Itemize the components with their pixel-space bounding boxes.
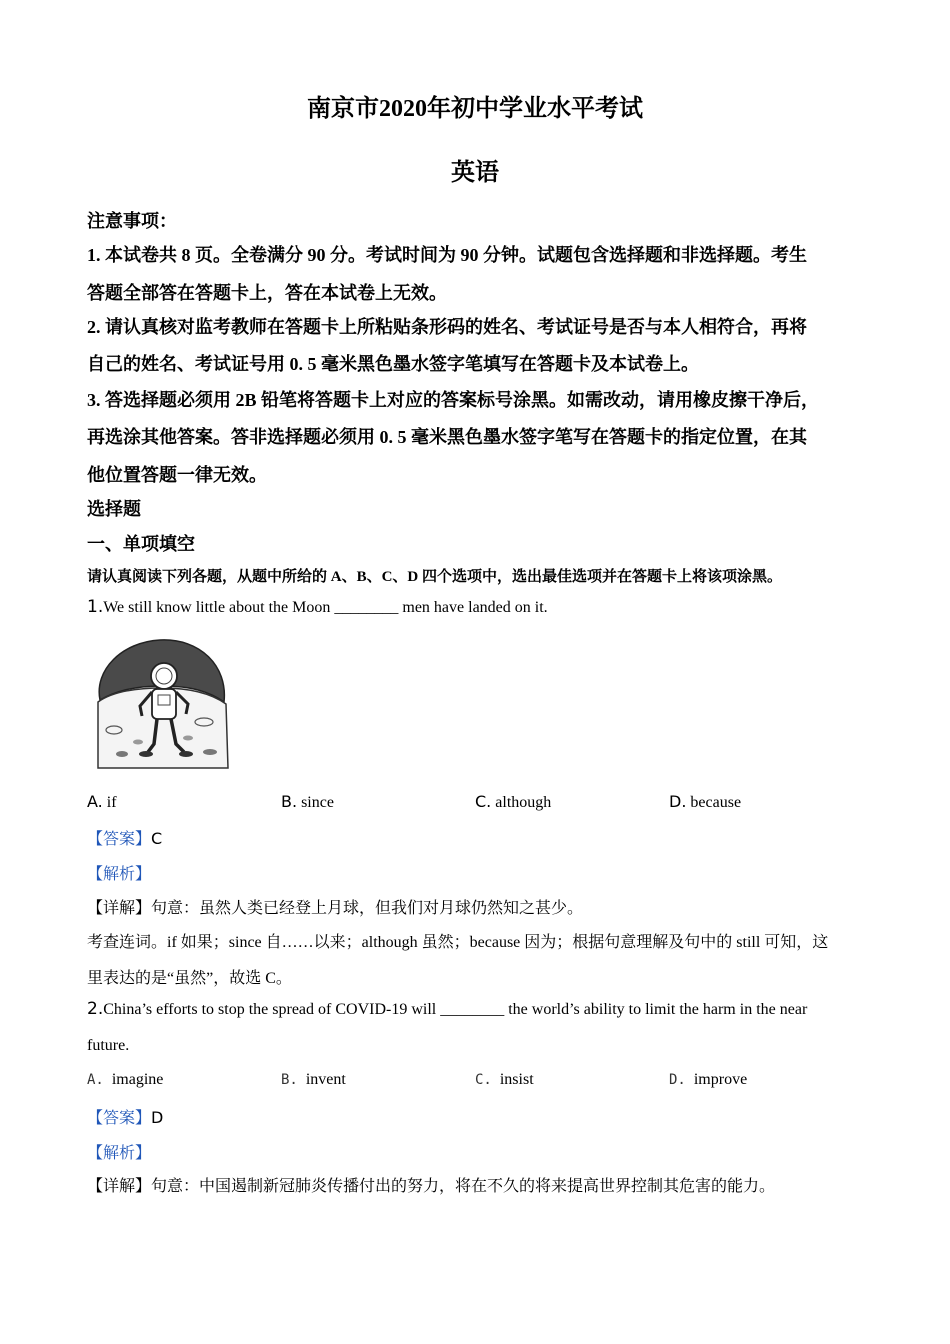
answer-row xyxy=(87,826,162,849)
option-b[interactable]: B. invent xyxy=(281,1071,346,1088)
question-text: China’s efforts to stop the spread of COVID-19 will ________ the world’s ability to limit the harm in the near xyxy=(103,1001,808,1018)
option-b[interactable]: B. since xyxy=(281,792,334,811)
explanation-line: 考查连词。if 如果；since 自……以来；although 虽然；because 因为；根据句意理解及句中的 still 可知，这 xyxy=(87,934,829,951)
option-d[interactable]: D. because xyxy=(669,792,742,811)
question-text-continued: future. xyxy=(87,1037,130,1054)
question-number: 1. xyxy=(87,597,104,617)
notice-line: 他位置答题一律无效。 xyxy=(87,465,267,485)
notice-line: 2. 请认真核对监考教师在答题卡上所粘贴条形码的姓名、考试证号是否与本人相符合，再将 xyxy=(87,317,807,337)
section-type: 选择题 xyxy=(87,499,141,519)
answer-label: 【答案】 xyxy=(87,1110,152,1127)
notice-line: 答题全部答在答题卡上，答在本试卷上无效。 xyxy=(87,283,447,303)
question-1 xyxy=(87,597,548,617)
option-c[interactable]: C. although xyxy=(475,792,552,811)
question-2 xyxy=(87,999,807,1019)
notice-line: 自己的姓名、考试证号用 0. 5 毫米黑色墨水签字笔填写在答题卡及本试卷上。 xyxy=(87,354,699,374)
detail-text: 【详解】句意：中国遏制新冠肺炎传播付出的努力，将在不久的将来提高世界控制其危害的能力。 xyxy=(87,1178,776,1195)
astronaut-illustration xyxy=(92,630,232,772)
question-text: We still know little about the Moon ________ men have landed on it. xyxy=(103,599,548,616)
section-instruction: 请认真阅读下列各题，从题中所给的 A、B、C、D 四个选项中，选出最佳选项并在答题卡上将该项涂黑。 xyxy=(87,569,783,585)
option-d[interactable]: D. improve xyxy=(669,1071,748,1088)
option-a[interactable]: A. imagine xyxy=(87,1071,164,1088)
option-a[interactable]: A. if xyxy=(87,792,117,811)
answer-row xyxy=(87,1105,163,1128)
analysis-label: 【解析】 xyxy=(87,1145,152,1162)
explanation-line: 里表达的是“虽然”，故选 C。 xyxy=(87,970,292,987)
option-c[interactable]: C. insist xyxy=(475,1071,534,1088)
notice-line: 再选涂其他答案。答非选择题必须用 0. 5 毫米黑色墨水签字笔写在答题卡的指定位置，在其 xyxy=(87,427,807,447)
exam-title: 南京市2020年初中学业水平考试 xyxy=(307,96,643,122)
notice-line: 1. 本试卷共 8 页。全卷满分 90 分。考试时间为 90 分钟。试题包含选择题和非选择题。考生 xyxy=(87,245,807,265)
question-number: 2. xyxy=(87,999,104,1019)
notice-line: 3. 答选择题必须用 2B 铅笔将答题卡上对应的答案标号涂黑。如需改动，请用橡皮擦干净后， xyxy=(87,390,820,410)
analysis-label: 【解析】 xyxy=(87,866,152,883)
answer-label: 【答案】 xyxy=(87,831,152,848)
answer-value: D xyxy=(151,1108,164,1127)
subject-title: 英语 xyxy=(451,160,499,186)
answer-value: C xyxy=(151,829,163,848)
notice-heading: 注意事项： xyxy=(87,211,177,231)
detail-text: 【详解】句意：虽然人类已经登上月球，但我们对月球仍然知之甚少。 xyxy=(87,900,584,917)
section-part: 一、单项填空 xyxy=(87,534,195,554)
